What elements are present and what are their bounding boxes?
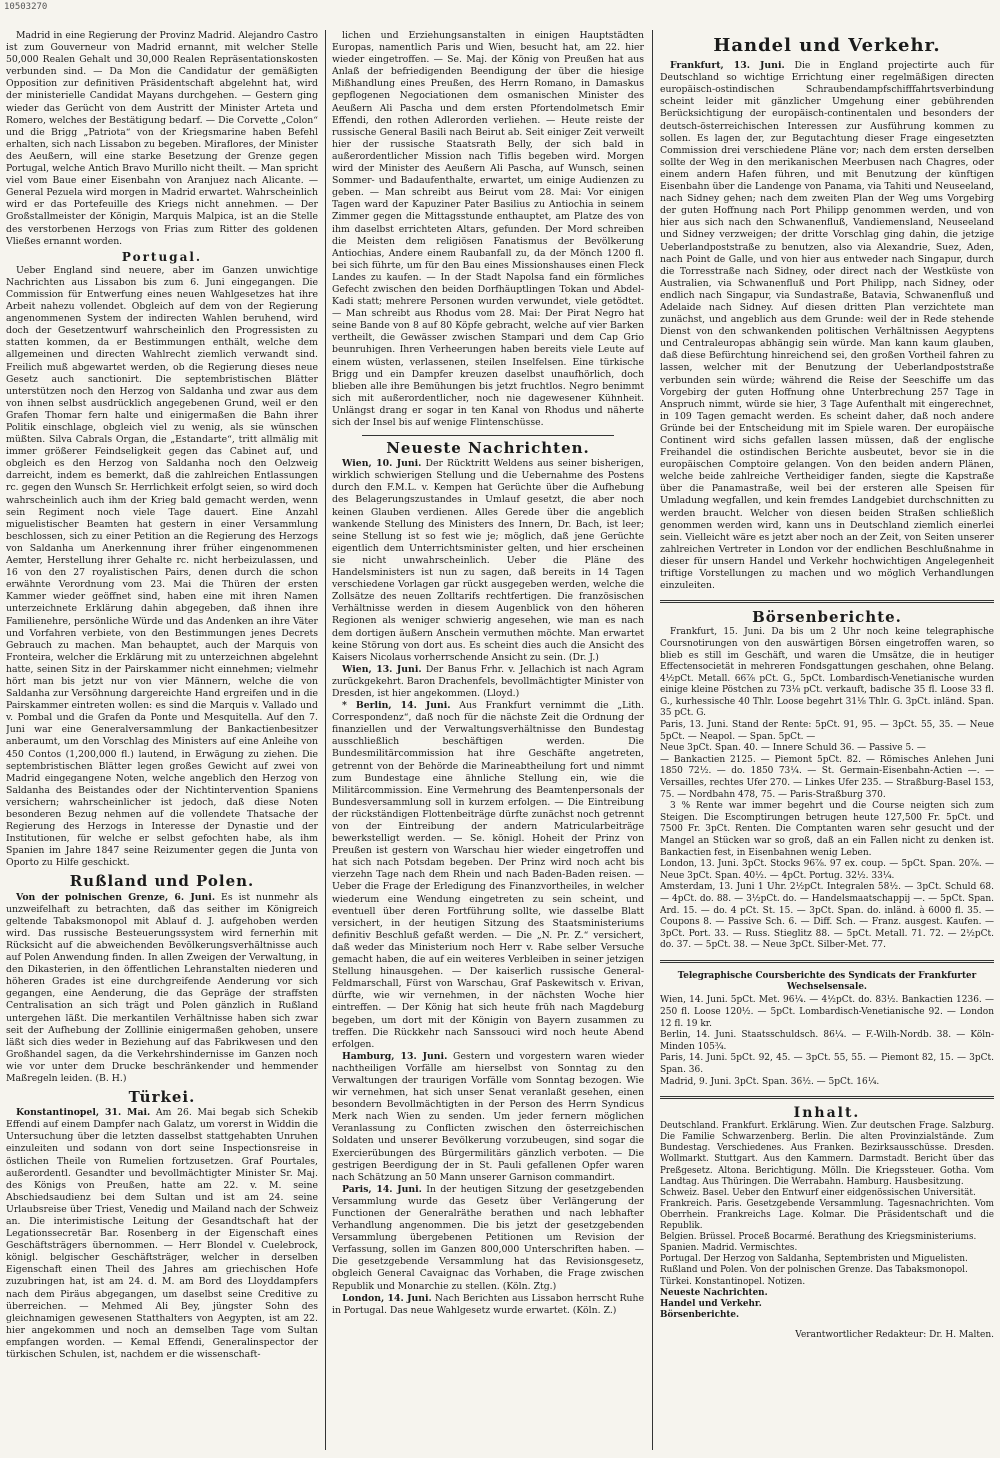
- boersen-reports: [660, 627, 994, 952]
- tuerkei-continued: lichen und Erziehungsanstalten in einigen Hauptstädten Europas, namentlich Paris und Wien, besucht hat, am 22. hier wieder eingetroffen. — Se. Maj. der König von Preußen hat aus Anlaß der befriedigenden Beendigung der über die hiesige Mißhandlung eines Preußen, des Herrn Romano, in Damaskus gepflogenen Negociationen dem osmanischen Minister des Aeußern Ali Pascha und dem ersten Pfortendolmetsch Emir Effendi, den rothen Adlerorden verliehen. — Heute reiste der russische General Basili nach Beirut ab. Seit einiger Zeit verweilt hier der russische Staatsrath Belly, der sich bald in außerordentlicher Mission nach Tiflis begeben wird. Morgen wird der Minister des Aeußern Ali Pascha, auf Wunsch, seinen Sommer- und Badaufenthalte, erwartet, um einige Audienzen zu geben. — Man schreibt aus Beirut vom 28. Mai: Vor einigen Tagen ward der Kapuziner Pater Basilius zu Antiochia in seinem Zimmer gegen die Mittagsstunde enthauptet, am Platze des von ihm daselbst errichteten Altars, gefunden. Der Mord schreiben die Meisten dem religiösen Fanatismus der Bevölkerung Antiochias, Andere einem Raubanfall zu, da der Mönch 1200 fl. bei sich führte, um für den Bau eines Missionshauses einen Fleck Landes zu kaufen. — In der Stadt Napolsa fand ein förmliches Gefecht zwischen den beiden Dorfhäuptlingen Tokan und Abdel-Kadi statt; mehrere Personen wurden verwundet, viele getödtet. — Man schreibt aus Rhodus vom 28. Mai: Der Pirat Negro hat seine Bande von 8 auf 80 Köpfe gebracht, welche auf vier Barken vertheilt, die Gewässer zwischen Stampari und dem Cap Grio beunruhigen. Ihren Verheerungen haben bereits viele Leute auf einem wüsten, verlassenen, steilen Inselfelsen. Eine türkische Brigg und ein Dampfer kreuzen daselbst unaufhörlich, doch blieben alle ihre Bemühungen bis jetzt fruchtlos. Negro benimmt sich mit außerordentlicher, noch nie dagewesener Kühnheit. Unlängst drang er sogar in ten Kanal von Rhodus und näherte sich der Insel bis auf wenige Flintenschüsse.: [332, 30, 644, 428]
- frankfurt-handel-report: [660, 60, 994, 592]
- telegraph-line: Berlin, 14. Juni. Staatsschuldsch. 86¼. — F.-Wilh-Nordb. 38. — Köln-Minden 105¾.: [660, 1030, 994, 1052]
- tuerkei-dateline: Konstantinopel, 31. Mai.: [16, 1107, 151, 1119]
- london-text: Nach Berichten aus Lissabon herrscht Ruhe in Portugal. Das neue Wahlgesetz wurde erwartet. (Köln. Z.): [332, 1292, 644, 1316]
- inhalt-entry: Belgien. Brüssel. Proceß Bocarmé. Berathung des Kriegsministeriums.: [660, 1232, 977, 1243]
- london-dateline: London, 14. Juni.: [342, 1292, 432, 1304]
- inhalt-entry: Schweiz. Basel. Ueber den Entwurf einer eidgenössischen Universität.: [660, 1187, 976, 1198]
- telegraph-line: Paris, 14. Juni. 5pCt. 92, 45. — 3pCt. 55, 55. — Piemont 82, 15. — 3pCt. Span. 36.: [660, 1053, 994, 1075]
- boersen-line: Paris, 13. Juni. Stand der Rente: 5pCt. 91, 95. — 3pCt. 55, 35. — Neue 5pCt. — Neapol. — Span. 5pCt. —: [660, 720, 994, 742]
- column-middle: [332, 30, 644, 1450]
- wien13-report: [332, 664, 644, 700]
- page-id: 10503270: [4, 2, 48, 12]
- inhalt-entry: Rußland und Polen. Von der polnischen Grenze. Das Tabaksmonopol.: [660, 1265, 968, 1276]
- inhalt-entry: Börsenberichte.: [660, 1309, 740, 1320]
- wien-report: [332, 458, 644, 664]
- inhalt-entry: Portugal. Der Herzog von Saldanha, Septembristen und Miguelisten.: [660, 1254, 968, 1265]
- russland-dateline: Von der polnischen Grenze, 6. Juni.: [16, 891, 216, 903]
- boersen-line: — Bankactien 2125. — Piemont 5pCt. 82. — Römisches Anlehen Juni 1850 72½. — do. 1850 73¼. — St. Germain-Eisenbahn-Actien —. — Versailles, rechtes Ufer 270. — Linkes Ufer 235. — Straßburg-Basel 153, 75. — Nordbahn 478, 75. — Paris-Straßburg 370.: [660, 754, 994, 800]
- russland-text: Es ist nunmehr als unzweifelhaft zu betrachten, daß das seither im Königreich geltende Tabaksmonopol mit Ablauf d. J. aufgehoben werden wird. Das russische Besteuerungssystem wird fernerhin mit Rücksicht auf die abweichenden Bevölkerungsverhältnisse auch auf Polen Anwendung finden. In allen Zweigen der Verwaltung, in den Dikasterien, in den öffentlichen Lehranstalten niederen und höheren Grades ist eine durchgreifende Aenderung vor sich gegangen, eine Aenderung, die das Gepräge der straffsten Centralisation an sich trägt und Polen gänzlich in Rußland untergehen läßt. Die merkantilen Verhältnisse haben sich zwar seit der Aufhebung der Zolllinie einigermaßen gehoben, unsere läßt sich dies weder in Beziehung auf das Fabrikwesen und den Großhandel sagen, da die Verkehrshindernisse im Ganzen noch wie vor unter dem Drucke beschränkender und hemmender Maßregeln leiden. (B. H.): [6, 891, 318, 1084]
- section-divider: [660, 1096, 994, 1099]
- russland-heading: Rußland und Polen.: [69, 872, 255, 891]
- wien13-dateline: Wien, 13. Juni.: [342, 663, 422, 675]
- paris-report: [332, 1184, 644, 1293]
- wien-dateline: Wien, 10. Juni.: [342, 458, 422, 470]
- inhalt-heading: Inhalt.: [793, 1105, 861, 1122]
- hamburg-report: [332, 1051, 644, 1184]
- berlin-report: [332, 700, 644, 1051]
- boersen-line: Neue 3pCt. Span. 40. — Innere Schuld 36. — Passive 5. —: [660, 743, 926, 754]
- frankfurt-text: Die in England projectirte auch für Deutschland so wichtige Errichtung einer regelmäßigen directen europäisch-ostindischen Schraubendampfschifffahrtsverbindung scheint leider mit gänzlicher Umgehung einer gebührenden Berücksichtigung der europäisch-continentalen und besonders der deutsch-österreichischen Interessen zur Ausführung kommen zu sollen. Es lagen der, zur Begutachtung dieser Frage eingesetzten Commission drei verschiedene Pläne vor; nach dem ersten derselben sollte der Weg in den merikanischen Meerbusen nach Chagres, oder einem andern Hafen führen, und mit Benutzung der künftigen Eisenbahn über die Landenge von Panama, via Tahiti und Neuseeland, nach Sidney gehen; nach dem zweiten Plan der Weg ums Vorgebirg der guten Hoffnung nach Port Philipp genommen werden, und von hier aus sich nach den Schwanenfluß, Vandiemensland, Neuseeland und Sidney verzweigen; der dritte Vorschlag ging dahin, die jetzige Ueberlandpoststraße zu benutzen, also via Alexandrie, Suez, Aden, nach Point de Galle, und von hier aus entweder nach Singapur, durch die Torresstraße nach Sidney, oder direct nach der Westküste von Australien, via Schwanenfluß und Port Philipp, nach Sidney, oder endlich nach Singapur, via Sundastraße, Batavia, Schwanenfluß und Adelaide nach Sidney. Auf diesen dritten Plan verzichtete man zunächst, und angeblich aus dem Grunde: weil der in Rede stehende Dienst von den schwankenden politischen Verhältnissen Aegyptens und Centraleuropas abhängig sein würde. Man kann kaum glauben, daß diese Befürchtung hinreichend sei, den großen Vortheil fahren zu lassen, welcher mit der Benutzung der Ueberlandpoststraße verbunden sein würde; während die Reise der Seeschiffe um das Vorgebirg der guten Hoffnung ohne Unterbrechung 257 Tage in Anspruch nimmt, würde sie hier, 3 Tage Aufenthalt mit eingerechnet, in 109 Tagen gemacht werden. Es scheint daher, daß noch andere Gründe bei der Entscheidung mit im Spiele waren. Der europäische Continent wird sichs gefallen lassen müssen, daß der englische Freihandel die ostindischen Berichte ausbeutet, bevor sie in die europäischen Comptoire gelangen. Von den beiden andern Plänen, welche beide zahlreiche Vertheidiger fanden, siegte die Kapstraße über die Panamastraße, weil bei der ersteren alle Speisen für Umladung wegfallen, und kein fremdes Landgebiet durchschnitten zu werden braucht. Welcher von diesen beiden Straßen schließlich genommen werden wird, kann uns in Deutschland ziemlich einerlei sein. Vielleicht wäre es jetzt aber noch an der Zeit, von Seiten unserer zahlreichen Vertreter in London vor der endlichen Beschlußnahme in dieser für unsern Handel und Verkehr hochwichtigen Angelegenheit triftige Vorstellungen zu machen und wo möglich Verhandlungen einzuleiten.: [660, 60, 994, 592]
- inhalt-list: [660, 1121, 994, 1321]
- paris-dateline: Paris, 14. Juni.: [342, 1183, 422, 1195]
- handel-heading: Handel und Verkehr.: [713, 35, 941, 56]
- tuerkei-report: [6, 1107, 318, 1361]
- boersen-heading: Börsenberichte.: [752, 608, 902, 627]
- section-divider: [362, 435, 614, 436]
- london-report: [332, 1293, 644, 1317]
- boersen-line: London, 13. Juni. 3pCt. Stocks 96⅞. 97 ex. coup. — 5pCt. Span. 20⅞. — Neue 3pCt. Span. 40½. — 4pCt. Portug. 32½. 33¼.: [660, 859, 994, 881]
- wien-text: Der Rücktritt Weldens aus seiner bisherigen, wirklich schwierigen Stellung und die Uebernahme des Postens durch den F.M.L. v. Kempen hat Gerüchte über die Aufhebung des Belagerungszustandes in Umlauf gesetzt, die aber noch keinen Glauben verdienen. Alles Gerede über die angeblich wankende Stellung des Ministers des Innern, Dr. Bach, ist leer; seine Stellung ist so fest wie je; möglich, daß jene Gerüchte eigentlich dem Unterrichtsminister gelten, und hier erscheinen sie nicht unwahrscheinlich. Ueber die Pläne des Handelsministers ist nun zu sagen, daß bereits in 14 Tagen verschiedene Vorlagen gar rückt ausgegeben werden, welche die Zollsätze des neuen Zolltarifs rechtfertigen. Die französischen Verhältnisse werden in diesem Augenblick von den höheren Regionen als weniger schwierig angesehen, wie man es nach dem dortigen äußern Anschein vermuthen möchte. Man erwartet keine Störung von dort aus. Es scheint dies auch die Ansicht des Kaisers Nicolaus vorherrschende Ansicht zu sein. (Dr. J.): [332, 458, 644, 663]
- column-rule: [325, 30, 326, 1450]
- section-divider: [660, 960, 994, 963]
- inhalt-entry: Türkei. Konstantinopel. Notizen.: [660, 1276, 806, 1287]
- telegraph-line: Wien, 14. Juni. 5pCt. Met. 96¼. — 4½pCt. do. 83½. Bankactien 1236. — 250 fl. Loose 120½. — 5pCt. Lombardisch-Venetianische 92. — London 12 fl. 19 kr.: [660, 995, 994, 1029]
- newspaper-page: [6, 30, 994, 1450]
- paris-text: In der heutigen Sitzung der gesetzgebenden Versammlung wurde das Gesetz über Verlängerung der Functionen der Generalräthe berathen und nach lebhafter Verhandlung angenommen. Die bis jetzt der gesetzgebenden Versammlung übergebenen Petitionen um Revision der Verfassung, sollen im Ganzen 800,000 Unterschriften haben. — Die gesetzgebende Versammlung hat das Revisionsgesetz, obgleich General Cavaignac das Vorhaben, die Frage zwischen Republik und Monarchie zu stellen. (Köln. Ztg.): [332, 1183, 644, 1292]
- russland-report: [6, 892, 318, 1086]
- portugal-heading: Portugal.: [121, 249, 203, 264]
- inhalt-entry: Frankreich. Paris. Gesetzgebende Versammlung. Tagesnachrichten. Vom Oberrhein. Frankreichs Lage. Kolmar. Die Präsidentschaft und die Republik.: [660, 1198, 994, 1232]
- berlin-dateline: * Berlin, 14. Juni.: [342, 700, 451, 712]
- berlin-text: Aus Frankfurt vernimmt die „Lith. Correspondenz“, daß noch für die nächste Zeit die Ordnung der finanziellen und der Verwaltungsverhältnisse den Bundestag ausschließlich beschäftigen werden. Die Bundesmilitärcommission hat ihre Geschäfte angetreten, getrennt von der Behörde die Marineabtheilung fort und nimmt zum Bundestage eine ähnliche Stellung ein, wie die Militärcommission. Eine Vermehrung des Beamtenpersonals der Bundesversammlung soll in kurzem erfolgen. — Die Eintreibung der rückständigen Flottenbeiträge dürfte zunächst noch getrennt von der Eintreibung der andern Matricularbeiträge bewerkstelligt werden. — Se. königl. Hoheit der Prinz von Preußen ist gestern von Warschau hier wieder eingetroffen und hat sich nach Potsdam begeben. Der Prinz wird noch acht bis vierzehn Tage nach dem Rhein und nach Baden-Baden reisen. — Ueber die Frage der Erledigung des Finanzvortheiles, in welcher wiederum eine Wendung eingetreten zu sein scheint, und eventuell über deren Fortführung sollte, wie dasselbe Blatt versichert, in der heutigen Sitzung des Staatsministeriums definitiv Beschluß gefaßt werden. — Die „N. Pr. Z.“ versichert, daß weder das Ministerium noch Herr v. Rabe selber Versuche gemacht haben, die auf ein weiteres Verbleiben in seiner jetzigen Stellung hinausgehen. — Der kaiserlich russische General-Feldmarschall, Fürst von Warschau, Graf Paskewitsch v. Erivan, dürfte, wie wir vernehmen, in der nächsten Woche hier eintreffen. — Der König hat sich heute früh nach Magdeburg begeben, um dort mit der Königin von Bayern zusammen zu treffen. Die Rückkehr nach Sanssouci wird noch heute Abend erfolgen.: [332, 700, 644, 1050]
- boersen-frankfurt: Frankfurt, 15. Juni. Da bis um 2 Uhr noch keine telegraphische Coursnotirungen von den auswärtigen Börsen eingetroffen waren, so blieb es still im Geschäft, und waren die Umsätze, die in heutiger Effectensocietät in mehreren Fondsgattungen geschahen, ohne Belang. 4½pCt. Metall. 66⅞ pCt. G., 5pCt. Lombardisch-Venetianische wurden einige kleine Pöstchen zu 73⅛ pCt. verkauft, badische 35 fl. Loose 33 fl. G., kurhessische 40 Thlr. Loose begehrt 31⅛ Thlr. G. 3pCt. inländ. Span. 35 pCt. G.: [660, 627, 994, 719]
- column-left: [6, 30, 318, 1450]
- boersen-line: 3 % Rente war immer begehrt und die Course neigten sich zum Steigen. Die Escomptirungen betrugen heute 127,500 Fr. 5pCt. und 7500 Fr. 3pCt. Renten. Die Comptanten waren sehr gesucht und der Mangel an Stücken war so groß, daß an ein Fallen nicht zu denken ist. Bankactien fest, in Eisenbahnen wenig Leben.: [660, 801, 994, 858]
- portugal-report: Ueber England sind neuere, aber im Ganzen unwichtige Nachrichten aus Lissabon bis zum 6. Juni eingegangen. Die Commission für Entwerfung eines neuen Wahlgesetzes hat ihre Arbeit nahezu vollendet. Obgleich auf dem von der Regierung angenommenen System der indirecten Wahlen beruhend, wird doch der Gesetzentwurf wahrscheinlich den Progressisten zu statten kommen, da er Bestimmungen enthält, welche dem allgemeinen und directen Wahlrecht ziemlich verwandt sind. Freilich muß abgewartet werden, ob die Regierung dieses neue Gesetz auch sanctionirt. Die septembristischen Blätter unterstützen noch den Herzog von Saldanha und zwar aus dem von ihnen selbst ausdrücklich angegebenen Grund, weil er den Grafen Thomar fern halte und einigermaßen die Bahn ihrer Politik einschlage, obgleich viel zu wenig, als sie wünschen müßten. Silva Cabrals Organ, die „Estandarte“, tritt allmälig mit immer größerer Feindseligkeit gegen das Cabinet auf, und obgleich es den Herzog von Saldanha noch den Oelzweig darreicht, indem es bemerkt, daß die zahlreichen Entlassungen rc. gegen den Wunsch Sr. Herrlichkeit erfolgt seien, so wird doch wahrscheinlich auch ihm der Krieg bald gemacht werden, wenn sein Regiment noch viele Tage dauert. Eine Anzahl miguelistischer Beamten hat gestern in einer Versammlung beschlossen, sich zu einer Petition an die Regierung des Herzogs von Saldanha um Anerkennung ihrer früher eingenommenen Aemter, Herstellung ihrer Gehalte rc. nicht herbeizulassen, und 16 von den 27 royalistischen Pairs, denen durch die schon erwähnte Verordnung vom 23. Mai die Thüren der ersten Kammer wieder geöffnet sind, haben eine mit ihren Namen unterzeichnete Erklärung dahin abgegeben, daß ihnen ihre Familienehre, persönliche Würde und das Andenken an ihre Väter und Vorfahren verbiete, von den Bestimmungen jenes Decrets Gebrauch zu machen. Man behauptet, auch der Marquis von Fronteira, welcher die Erklärung mit zu unterzeichnen abgelehnt hatte, seinen Sitz in der Pairskammer nicht einnehmen; vielmehr hört man bis jetzt nur von vier Männern, welche die von Saldanha zur Versöhnung dargereichte Hand ergreifen und in die Pairskammer eintreten wollen: es sind die Marquis v. Vallado und v. Pombal und die Grafen da Ponte und Mesquitella. Auf den 7. Juni war eine Generalversammlung der Bankactienbesitzer anberaumt, um den Vorschlag des Ministers auf eine Anleihe von 450 Contos (1,200,000 fl.) lautend, in Erwägung zu ziehen. Die septembristischen Blätter legen großes Gewicht auf zwei von Madrid eingegangene Noten, welche angeblich den Herzog von Saldanha des Beistandes oder der Nichtintervention Spaniens versichern; wahrscheinlicher ist jedoch, daß diese Noten besonderen Bezug nehmen auf die vollendete Thatsache der Regierung des Herzogs in Interesse der Dynastie und der Institutionen, für welche er selbst gefochten habe, als ihm Spanien im Jahre 1847 seine Reizumenter gegen die Junta von Oporto zu Hilfe geschickt.: [6, 264, 318, 869]
- telegraph-heading: Telegraphische Coursberichte des Syndicats der Frankfurter Wechselsensale.: [677, 970, 977, 993]
- column-right: [660, 30, 994, 1450]
- inhalt-entry: Deutschland. Frankfurt. Erklärung. Wien. Zur deutschen Frage. Salzburg. Die Familie Schwarzenberg. Berlin. Die alten Provinzialstände. Zum Bundestag. Verschiedenes. Aus Franken. Bezirksausschüsse. Dresden. Wollmarkt. Stuttgart. Aus den Kammern. Darmstadt. Bericht über das Preßgesetz. Altona. Berichtigung. Mölln. Die Kriegssteuer. Gotha. Vom Landtag. Aus Thüringen. Die Werrabahn. Hamburg. Hausbesitzung.: [660, 1121, 994, 1187]
- wien13-text: Der Banus Frhr. v. Jellachich ist nach Agram zurückgekehrt. Baron Drachenfels, bevollmächtigter Minister von Dresden, ist hier angekommen. (Lloyd.): [332, 663, 644, 699]
- madrid-report: Madrid in eine Regierung der Provinz Madrid. Alejandro Castro ist zum Gouverneur von Madrid ernannt, mit welcher Stelle 50,000 Realen Gehalt und 30,000 Realen Repräsentationskosten verbunden sind. — Da Mon die Candidatur der gemäßigten Opposition zur definitiven Präsidentschaft abgelehnt hat, wird der ministerielle Candidat Mayans durchgehen. — Gestern ging wieder das Gerücht von dem Austritt der Minister Arteta und Romero, welches der Bestätigung bedarf. — Die Corvette „Colon“ und die Brigg „Patriota“ von der Kriegsmarine haben Befehl erhalten, sich nach Lissabon zu begeben. Miraflores, der Minister des Aeußern, will eine starke Besetzung der Grenze gegen Portugal, welche Antich Bravo Murillo nicht theilt. — Man spricht viel vom Baue einer Eisenbahn von Aranjuez nach Alicante. — General Pezuela wird morgen in Madrid erwartet. Wahrscheinlich wird er das Portefeuille des Kriegs nicht annehmen. — Der Großstallmeister der Königin, Marquis Malpica, ist an die Stelle des verstorbenen Herzogs von Frias zum Ritter des goldenen Vließes ernannt worden.: [6, 30, 318, 247]
- telegraph-line: Madrid, 9. Juni. 3pCt. Span. 36½. — 5pCt. 16¼.: [660, 1076, 880, 1087]
- hamburg-text: Gestern und vorgestern waren wieder nachtheiligen Vorfälle am hierselbst von Sonntag zu den Verwaltungen der traurigen Vorfälle vom Sonntag bezogen. Wie wir vernehmen, hat sich unser Senat veranlaßt gesehen, einen besondern Bevollmächtigten in der Person des Herrn Syndicus Merk nach Wien zu senden. Um jeder fernern möglichen Veranlassung zu Conflicten zwischen den österreichischen Soldaten und unserer Bevölkerung vorzubeugen, sind sogar die Exercierübungen des Bürgermilitärs gänzlich verboten. — Die gestrigen Beerdigung der in St. Pauli gefallenen Opfer waren nach Schätzung an 50 Mann unserer Garnison commandirt.: [332, 1050, 644, 1183]
- inhalt-entry: Handel und Verkehr.: [660, 1298, 762, 1309]
- inhalt-entry: Spanien. Madrid. Vermischtes.: [660, 1243, 798, 1254]
- hamburg-dateline: Hamburg, 13. Juni.: [342, 1050, 448, 1062]
- telegraph-reports: [660, 995, 994, 1088]
- inhalt-entry: Neueste Nachrichten.: [660, 1287, 768, 1298]
- tuerkei-heading: Türkei.: [128, 1088, 196, 1107]
- boersen-line: Amsterdam, 13. Juni 1 Uhr. 2½pCt. Integralen 58½. — 3pCt. Schuld 68. — 4pCt. do. 88. — 3½pCt. do. — Handelsmaatschappij —. — 5pCt. Span. Ard. 15. — do. 4 pCt. St. 15. — 3pCt. Span. do. inländ. à 6000 fl. 35. — Coupons 8. — Passive Sch. 6. — Diff. Sch. — Franz. ausgest. Kaufen. — 3pCt. Port. 33. — Russ. Stieglitz 88. — 5pCt. Metall. 71. 72. — 2½pCt. do. 37. — 5pCt. 38. — Neue 3pCt. Silber-Met. 77.: [660, 882, 994, 951]
- section-divider: [660, 600, 994, 603]
- tuerkei-text: Am 26. Mai begab sich Schekib Effendi auf einem Dampfer nach Galatz, um vorerst in Widdin die Untersuchung über die letzten dasselbst stattgehabten Unruhen einzuleiten und sodann von dort seine Inspectionsreise in östlichen Theile von Rumelien fortzusetzen. Graf Pourtales, außerordentl. Gesandter und bevollmächtigter Minister Sr. Maj. des Königs von Preußen, hatte am 22. v. M. seine Abschiedsaudienz bei dem Sultan und ist am 24. seine Urlaubsreise über Triest, Venedig und Mailand nach der Schweiz an. Die interimistische Leitung der Gesandtschaft hat der Legationssecretär Bar. Rosenberg in der Eigenschaft eines Geschäftsträgers übernommen. — Herr Blondel v. Cuelebrock, königl. belgischer Geschäftsträger, welcher in derselben Eigenschaft einen Theil des Jahres am griechischen Hofe zuzubringen hat, ist am 24. d. M. am Bord des Lloyddampfers nach dem Piräus abgegangen, um daselbst seine Creditive zu überreichen. — Mehmed Ali Bey, jüngster Sohn des gleichnamigen gewesenen Statthalters von Aegypten, ist am 22. hier angekommen und noch an demselben Tage vom Sultan empfangen worden. — Kemal Effendi, Generalinspector der türkischen Schulen, ist, nachdem er die wissenschaft-: [6, 1107, 318, 1361]
- neueste-heading: Neueste Nachrichten.: [386, 439, 590, 458]
- editor-line: Verantwortlicher Redakteur: Dr. H. Malten.: [795, 1329, 994, 1340]
- column-rule: [652, 30, 653, 1450]
- frankfurt-dateline: Frankfurt, 13. Juni.: [670, 60, 785, 72]
